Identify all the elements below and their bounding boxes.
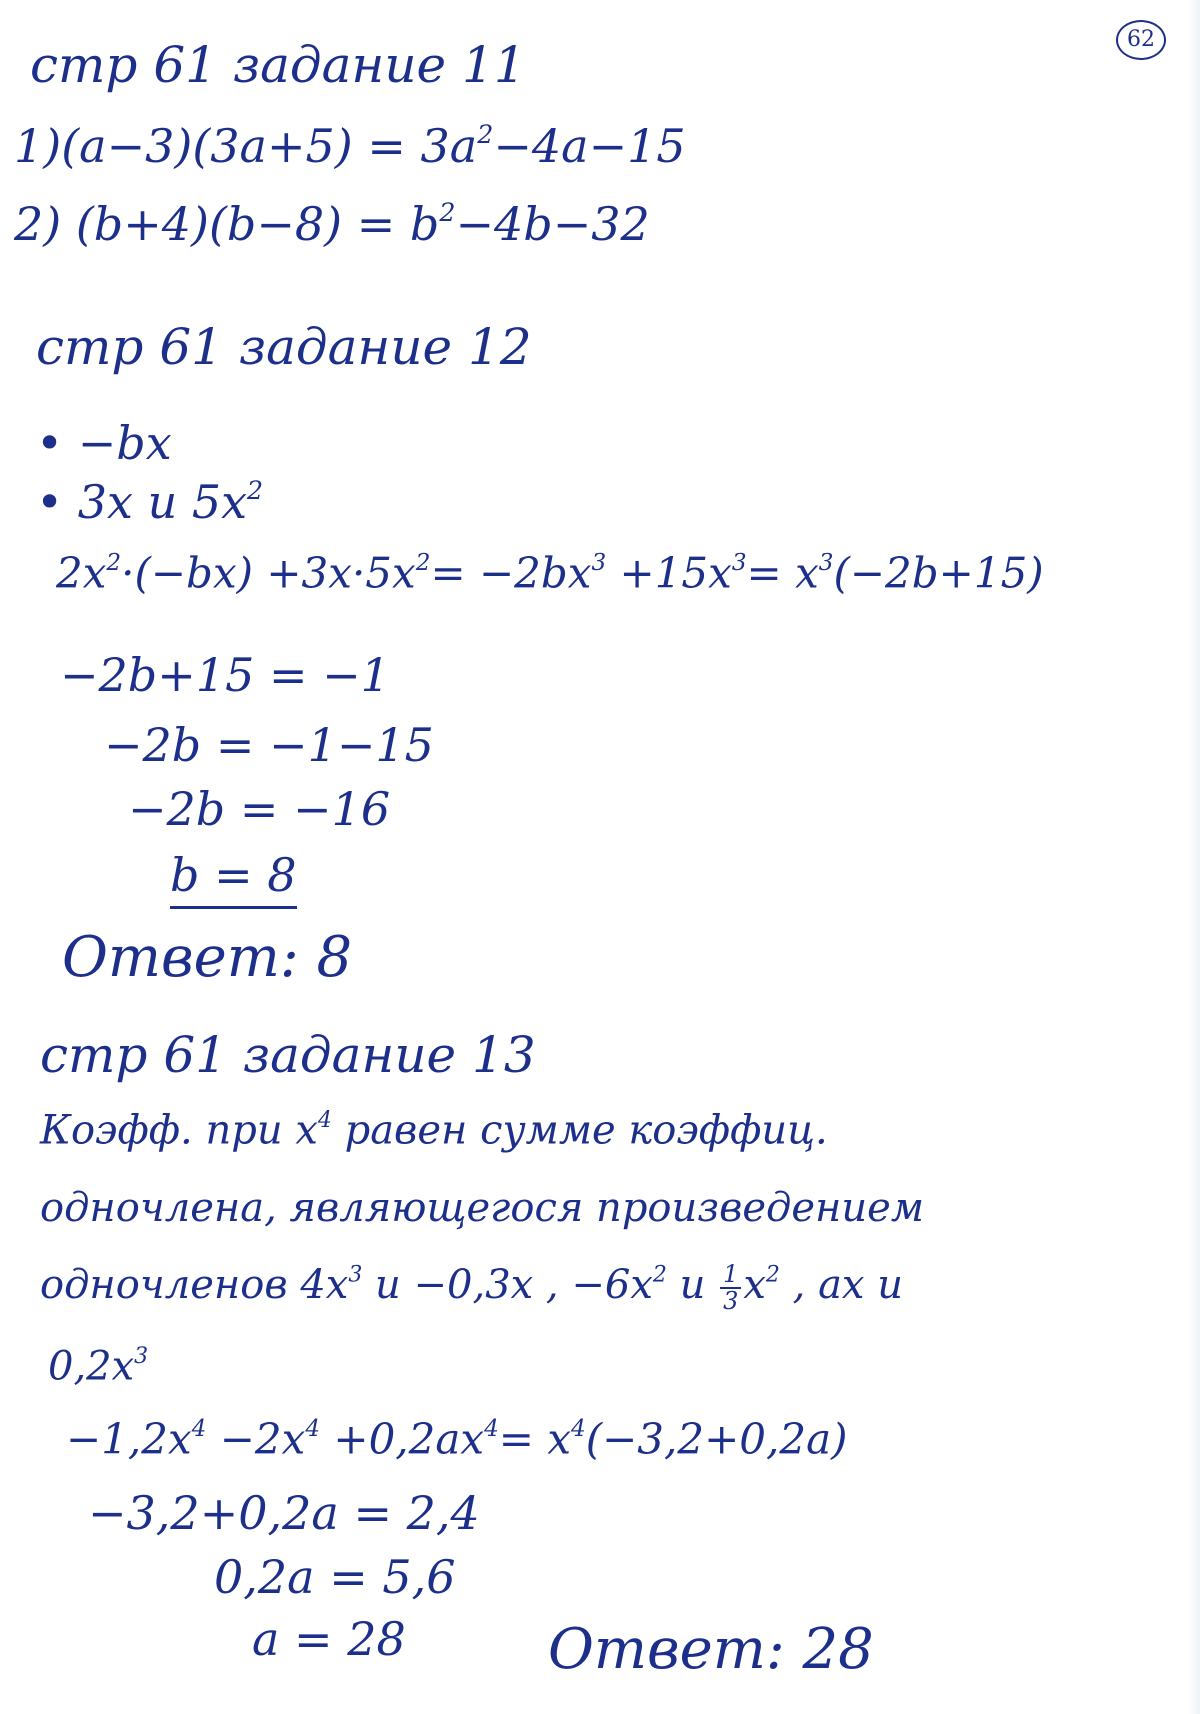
task13-text-line-2: одночлена, являющегося произведением bbox=[40, 1185, 925, 1231]
task13-step-3: a = 28 bbox=[252, 1612, 406, 1666]
task12-equation: $2x^2\cdot(-bx) +3x\cdot 5x^2= -2bx^3 +15x^3= x^3(-2b+15)$ bbox=[56, 548, 1044, 598]
task12-heading: стр 61 задание 12 bbox=[36, 318, 532, 376]
task11-heading: стр 61 задание 11 bbox=[30, 36, 526, 94]
task13-equation: $-1,2x^4 -2x^4 +0,2ax^4= x^4(-3,2+0,2a)$ bbox=[66, 1414, 848, 1464]
task11-line1: $1)(a-3)(3a+5) = 3a^2-4a-15$ bbox=[14, 118, 686, 173]
task12-step-1: −2b+15 = −1 bbox=[60, 648, 390, 702]
task13-answer: Ответ: 28 bbox=[548, 1617, 874, 1682]
task13-text-line-3: одночленов $4x^3$ и −0,3x , $-6x^2$ и $\frac{1}{3}$ $x^2$ , ax и bbox=[40, 1260, 903, 1316]
task13-heading: стр 61 задание 13 bbox=[40, 1026, 536, 1084]
task12-answer: Ответ: 8 bbox=[62, 925, 353, 990]
task13-text-line-4: $0,2x^3$ bbox=[48, 1343, 149, 1390]
task13-step-1: −3,2+0,2a = 2,4 bbox=[88, 1486, 480, 1540]
task13-step-2: 0,2a = 5,6 bbox=[214, 1550, 456, 1604]
task12-step-3: −2b = −16 bbox=[128, 782, 391, 836]
task11-line2: 2) $(b+4)(b-8) = b^2-4b-32$ bbox=[14, 196, 650, 251]
page-number: 62 bbox=[1116, 20, 1166, 60]
task13-text-line-1: Коэфф. при $x^4$ равен сумме коэффиц. bbox=[40, 1107, 828, 1154]
page-edge-shadow bbox=[1188, 0, 1200, 1714]
task12-bullet-2: • 3x и $5x^2$ bbox=[36, 474, 264, 529]
task12-step-2: −2b = −1−15 bbox=[104, 718, 434, 772]
task12-bullet-1: • −bx bbox=[36, 416, 172, 470]
fraction-one-third: $\frac{1}{3}$ bbox=[720, 1262, 741, 1314]
task12-result: b = 8 bbox=[170, 852, 297, 898]
